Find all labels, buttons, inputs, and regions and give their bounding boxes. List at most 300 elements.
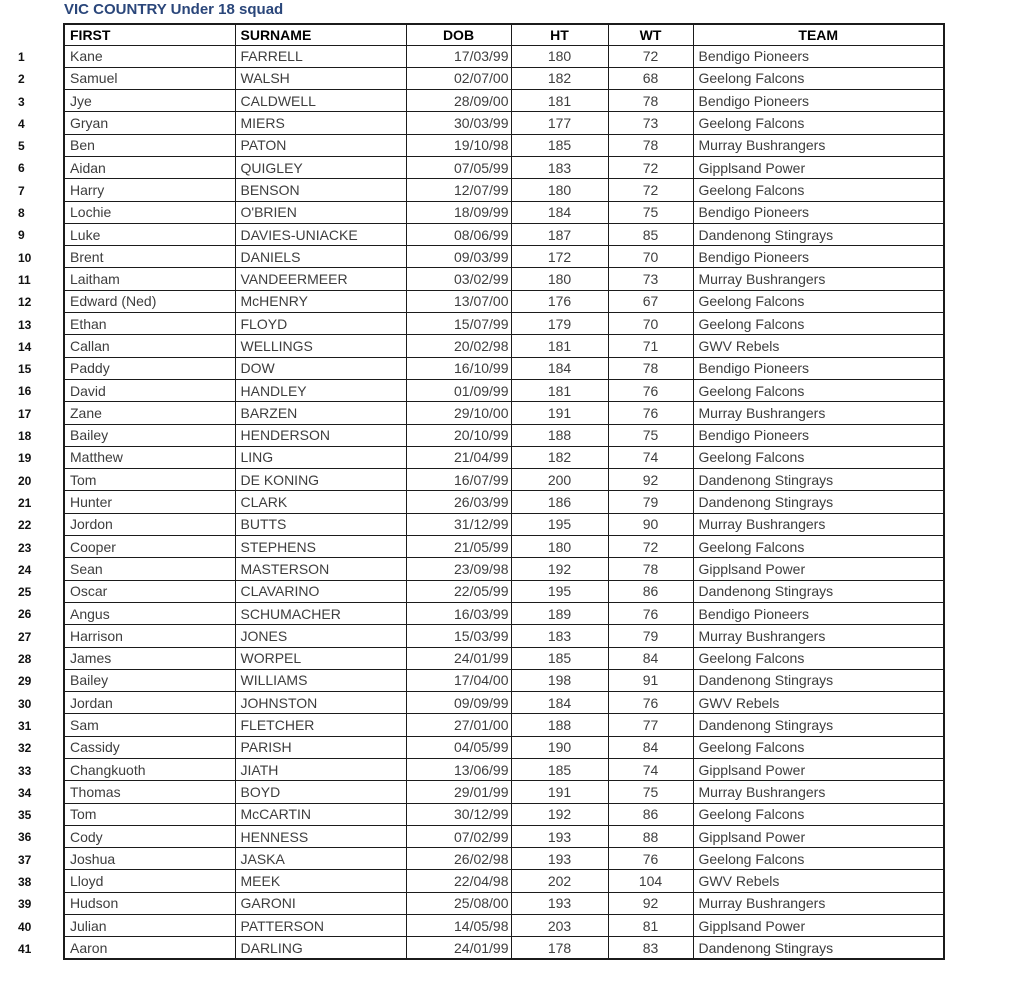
cell-team: Murray Bushrangers [693, 892, 944, 914]
table-row [64, 335, 944, 357]
cell-ht: 193 [511, 848, 608, 870]
table-row [64, 848, 944, 870]
cell-first: Cody [64, 825, 235, 847]
table-row [64, 90, 944, 112]
row-number: 35 [18, 808, 32, 823]
table-row [64, 602, 944, 624]
table-row [64, 357, 944, 379]
cell-team: GWV Rebels [693, 870, 944, 892]
cell-team: GWV Rebels [693, 692, 944, 714]
table-row [64, 558, 944, 580]
cell-first: Joshua [64, 848, 235, 870]
cell-dob: 24/01/99 [406, 937, 511, 959]
cell-wt: 75 [608, 201, 693, 223]
cell-first: Ethan [64, 313, 235, 335]
cell-wt: 84 [608, 736, 693, 758]
cell-surname: MASTERSON [235, 558, 406, 580]
cell-team: Gipplsand Power [693, 558, 944, 580]
row-number: 9 [18, 228, 25, 243]
cell-team: Bendigo Pioneers [693, 424, 944, 446]
cell-wt: 67 [608, 290, 693, 312]
cell-wt: 91 [608, 669, 693, 691]
cell-first: Edward (Ned) [64, 290, 235, 312]
cell-dob: 20/02/98 [406, 335, 511, 357]
cell-team: Geelong Falcons [693, 67, 944, 89]
cell-first: Thomas [64, 781, 235, 803]
cell-first: Kane [64, 45, 235, 67]
cell-surname: PARISH [235, 736, 406, 758]
cell-team: Gipplsand Power [693, 825, 944, 847]
cell-surname: GARONI [235, 892, 406, 914]
row-number: 4 [18, 116, 25, 131]
cell-ht: 185 [511, 759, 608, 781]
cell-ht: 181 [511, 379, 608, 401]
cell-ht: 184 [511, 357, 608, 379]
cell-surname: PATTERSON [235, 915, 406, 937]
cell-ht: 184 [511, 201, 608, 223]
cell-first: Hudson [64, 892, 235, 914]
table-row [64, 402, 944, 424]
cell-ht: 185 [511, 647, 608, 669]
cell-wt: 76 [608, 848, 693, 870]
cell-surname: McCARTIN [235, 803, 406, 825]
table-row [64, 223, 944, 245]
row-number: 13 [18, 317, 32, 332]
cell-dob: 26/03/99 [406, 491, 511, 513]
cell-wt: 71 [608, 335, 693, 357]
cell-surname: FARRELL [235, 45, 406, 67]
row-number: 16 [18, 384, 32, 399]
cell-ht: 182 [511, 446, 608, 468]
cell-team: Dandenong Stingrays [693, 714, 944, 736]
cell-first: Lochie [64, 201, 235, 223]
table-row [64, 513, 944, 535]
cell-wt: 72 [608, 156, 693, 178]
cell-first: Jordan [64, 692, 235, 714]
cell-surname: WORPEL [235, 647, 406, 669]
cell-wt: 75 [608, 781, 693, 803]
cell-wt: 76 [608, 602, 693, 624]
cell-wt: 78 [608, 357, 693, 379]
cell-team: Bendigo Pioneers [693, 90, 944, 112]
cell-surname: CLARK [235, 491, 406, 513]
row-number: 34 [18, 785, 32, 800]
row-number: 40 [18, 919, 32, 934]
cell-first: Tom [64, 803, 235, 825]
cell-surname: HENDERSON [235, 424, 406, 446]
cell-ht: 203 [511, 915, 608, 937]
cell-first: Paddy [64, 357, 235, 379]
cell-wt: 92 [608, 892, 693, 914]
cell-ht: 181 [511, 90, 608, 112]
cell-surname: JOHNSTON [235, 692, 406, 714]
cell-surname: FLETCHER [235, 714, 406, 736]
cell-dob: 21/05/99 [406, 536, 511, 558]
cell-surname: FLOYD [235, 313, 406, 335]
cell-ht: 202 [511, 870, 608, 892]
cell-wt: 70 [608, 246, 693, 268]
cell-team: Murray Bushrangers [693, 134, 944, 156]
table-row [64, 134, 944, 156]
table-row [64, 692, 944, 714]
cell-first: Matthew [64, 446, 235, 468]
cell-first: Lloyd [64, 870, 235, 892]
cell-first: Changkuoth [64, 759, 235, 781]
table-row [64, 469, 944, 491]
cell-wt: 90 [608, 513, 693, 535]
cell-ht: 172 [511, 246, 608, 268]
cell-ht: 183 [511, 156, 608, 178]
table-row [64, 647, 944, 669]
table-row [64, 246, 944, 268]
cell-wt: 88 [608, 825, 693, 847]
cell-ht: 198 [511, 669, 608, 691]
cell-team: Gipplsand Power [693, 915, 944, 937]
table-row [64, 937, 944, 959]
cell-surname: QUIGLEY [235, 156, 406, 178]
cell-surname: McHENRY [235, 290, 406, 312]
header-first: FIRST [64, 24, 235, 45]
cell-dob: 14/05/98 [406, 915, 511, 937]
cell-wt: 83 [608, 937, 693, 959]
cell-dob: 15/07/99 [406, 313, 511, 335]
cell-team: Murray Bushrangers [693, 268, 944, 290]
cell-ht: 184 [511, 692, 608, 714]
cell-surname: BOYD [235, 781, 406, 803]
cell-team: Bendigo Pioneers [693, 246, 944, 268]
cell-dob: 29/01/99 [406, 781, 511, 803]
cell-wt: 78 [608, 90, 693, 112]
cell-surname: DAVIES-UNIACKE [235, 223, 406, 245]
row-number: 19 [18, 451, 32, 466]
cell-first: James [64, 647, 235, 669]
table-row [64, 179, 944, 201]
cell-first: David [64, 379, 235, 401]
row-number: 21 [18, 495, 32, 510]
cell-ht: 193 [511, 892, 608, 914]
cell-dob: 30/12/99 [406, 803, 511, 825]
cell-team: Bendigo Pioneers [693, 357, 944, 379]
table-row [64, 825, 944, 847]
cell-surname: WELLINGS [235, 335, 406, 357]
cell-dob: 09/03/99 [406, 246, 511, 268]
row-number: 38 [18, 874, 32, 889]
cell-surname: WALSH [235, 67, 406, 89]
cell-ht: 191 [511, 402, 608, 424]
cell-dob: 24/01/99 [406, 647, 511, 669]
table-row [64, 669, 944, 691]
table-row [64, 870, 944, 892]
row-number: 41 [18, 941, 32, 956]
row-number: 3 [18, 94, 25, 109]
table-row [64, 536, 944, 558]
row-number: 25 [18, 585, 32, 600]
cell-wt: 79 [608, 491, 693, 513]
cell-team: Geelong Falcons [693, 848, 944, 870]
cell-ht: 185 [511, 134, 608, 156]
cell-team: Murray Bushrangers [693, 625, 944, 647]
cell-dob: 16/03/99 [406, 602, 511, 624]
cell-ht: 188 [511, 424, 608, 446]
table-row [64, 201, 944, 223]
header-team: TEAM [693, 24, 944, 45]
cell-ht: 181 [511, 335, 608, 357]
cell-dob: 13/06/99 [406, 759, 511, 781]
cell-surname: MIERS [235, 112, 406, 134]
row-number: 28 [18, 652, 32, 667]
cell-team: GWV Rebels [693, 335, 944, 357]
cell-team: Gipplsand Power [693, 156, 944, 178]
cell-dob: 23/09/98 [406, 558, 511, 580]
table-row [64, 736, 944, 758]
table-row [64, 379, 944, 401]
row-number: 32 [18, 741, 32, 756]
cell-wt: 75 [608, 424, 693, 446]
cell-team: Geelong Falcons [693, 290, 944, 312]
cell-first: Aidan [64, 156, 235, 178]
cell-surname: DANIELS [235, 246, 406, 268]
cell-team: Geelong Falcons [693, 803, 944, 825]
cell-wt: 73 [608, 268, 693, 290]
cell-first: Harrison [64, 625, 235, 647]
table-row [64, 424, 944, 446]
cell-ht: 190 [511, 736, 608, 758]
cell-ht: 193 [511, 825, 608, 847]
cell-dob: 26/02/98 [406, 848, 511, 870]
cell-first: Cooper [64, 536, 235, 558]
cell-first: Hunter [64, 491, 235, 513]
cell-first: Zane [64, 402, 235, 424]
table-row [64, 268, 944, 290]
cell-wt: 76 [608, 379, 693, 401]
cell-wt: 74 [608, 446, 693, 468]
cell-wt: 81 [608, 915, 693, 937]
table-row [64, 290, 944, 312]
table-body [64, 45, 944, 959]
cell-ht: 182 [511, 67, 608, 89]
cell-ht: 191 [511, 781, 608, 803]
row-number: 5 [18, 139, 25, 154]
cell-first: Callan [64, 335, 235, 357]
cell-dob: 25/08/00 [406, 892, 511, 914]
row-number: 26 [18, 607, 32, 622]
table-row [64, 446, 944, 468]
cell-first: Sam [64, 714, 235, 736]
cell-ht: 188 [511, 714, 608, 736]
cell-ht: 176 [511, 290, 608, 312]
row-number: 11 [18, 272, 31, 287]
cell-dob: 22/04/98 [406, 870, 511, 892]
header-dob: DOB [406, 24, 511, 45]
cell-first: Laitham [64, 268, 235, 290]
cell-wt: 72 [608, 45, 693, 67]
table-header [64, 24, 944, 45]
cell-wt: 72 [608, 179, 693, 201]
cell-wt: 76 [608, 402, 693, 424]
cell-dob: 04/05/99 [406, 736, 511, 758]
cell-surname: BENSON [235, 179, 406, 201]
row-number: 31 [18, 718, 32, 733]
cell-dob: 31/12/99 [406, 513, 511, 535]
cell-dob: 17/03/99 [406, 45, 511, 67]
cell-team: Dandenong Stingrays [693, 937, 944, 959]
table-row [64, 625, 944, 647]
cell-surname: CLAVARINO [235, 580, 406, 602]
table-row [64, 156, 944, 178]
row-number-gutter [18, 23, 63, 960]
cell-ht: 187 [511, 223, 608, 245]
cell-first: Oscar [64, 580, 235, 602]
table-row [64, 915, 944, 937]
table-row [64, 491, 944, 513]
table-row [64, 112, 944, 134]
table-row [64, 759, 944, 781]
header-wt: WT [608, 24, 693, 45]
cell-wt: 70 [608, 313, 693, 335]
row-number: 7 [18, 183, 25, 198]
cell-surname: O'BRIEN [235, 201, 406, 223]
cell-first: Gryan [64, 112, 235, 134]
cell-dob: 20/10/99 [406, 424, 511, 446]
cell-first: Tom [64, 469, 235, 491]
cell-first: Ben [64, 134, 235, 156]
table-layout [18, 23, 945, 960]
cell-team: Geelong Falcons [693, 112, 944, 134]
table-row [64, 803, 944, 825]
row-number: 12 [18, 295, 32, 310]
cell-dob: 18/09/99 [406, 201, 511, 223]
cell-wt: 104 [608, 870, 693, 892]
table-row [64, 892, 944, 914]
cell-wt: 86 [608, 580, 693, 602]
cell-team: Geelong Falcons [693, 647, 944, 669]
cell-first: Cassidy [64, 736, 235, 758]
cell-wt: 78 [608, 558, 693, 580]
cell-dob: 09/09/99 [406, 692, 511, 714]
cell-team: Dandenong Stingrays [693, 669, 944, 691]
cell-team: Dandenong Stingrays [693, 469, 944, 491]
row-number: 15 [18, 362, 32, 377]
cell-team: Geelong Falcons [693, 313, 944, 335]
cell-surname: JIATH [235, 759, 406, 781]
table-row [64, 781, 944, 803]
cell-ht: 189 [511, 602, 608, 624]
cell-surname: BARZEN [235, 402, 406, 424]
cell-ht: 180 [511, 179, 608, 201]
cell-ht: 192 [511, 558, 608, 580]
cell-dob: 07/05/99 [406, 156, 511, 178]
cell-first: Jordon [64, 513, 235, 535]
cell-first: Angus [64, 602, 235, 624]
row-number: 22 [18, 518, 32, 533]
cell-dob: 28/09/00 [406, 90, 511, 112]
cell-surname: DARLING [235, 937, 406, 959]
cell-team: Murray Bushrangers [693, 781, 944, 803]
cell-wt: 86 [608, 803, 693, 825]
row-number: 17 [18, 406, 32, 421]
cell-ht: 177 [511, 112, 608, 134]
cell-team: Dandenong Stingrays [693, 580, 944, 602]
cell-ht: 186 [511, 491, 608, 513]
cell-ht: 192 [511, 803, 608, 825]
cell-dob: 21/04/99 [406, 446, 511, 468]
cell-surname: BUTTS [235, 513, 406, 535]
cell-first: Julian [64, 915, 235, 937]
cell-ht: 179 [511, 313, 608, 335]
cell-surname: HENNESS [235, 825, 406, 847]
cell-wt: 77 [608, 714, 693, 736]
table-row [64, 580, 944, 602]
cell-dob: 16/07/99 [406, 469, 511, 491]
cell-team: Bendigo Pioneers [693, 45, 944, 67]
table-row [64, 714, 944, 736]
page-title: VIC COUNTRY Under 18 squad [64, 1, 284, 18]
row-number: 27 [18, 629, 32, 644]
cell-ht: 180 [511, 536, 608, 558]
row-number: 29 [18, 674, 32, 689]
cell-wt: 78 [608, 134, 693, 156]
cell-team: Geelong Falcons [693, 736, 944, 758]
cell-dob: 08/06/99 [406, 223, 511, 245]
cell-surname: WILLIAMS [235, 669, 406, 691]
cell-first: Samuel [64, 67, 235, 89]
cell-team: Geelong Falcons [693, 536, 944, 558]
table-row [64, 313, 944, 335]
cell-wt: 92 [608, 469, 693, 491]
squad-table [63, 23, 945, 960]
cell-wt: 79 [608, 625, 693, 647]
cell-first: Jye [64, 90, 235, 112]
cell-ht: 180 [511, 268, 608, 290]
header-ht: HT [511, 24, 608, 45]
header-row [64, 24, 944, 45]
cell-team: Geelong Falcons [693, 379, 944, 401]
cell-wt: 72 [608, 536, 693, 558]
cell-team: Murray Bushrangers [693, 402, 944, 424]
row-number: 24 [18, 562, 32, 577]
cell-ht: 178 [511, 937, 608, 959]
cell-dob: 15/03/99 [406, 625, 511, 647]
cell-surname: LING [235, 446, 406, 468]
row-number: 39 [18, 897, 32, 912]
cell-dob: 12/07/99 [406, 179, 511, 201]
row-number: 14 [18, 339, 32, 354]
cell-surname: JASKA [235, 848, 406, 870]
cell-first: Sean [64, 558, 235, 580]
cell-first: Brent [64, 246, 235, 268]
cell-surname: PATON [235, 134, 406, 156]
cell-team: Dandenong Stingrays [693, 223, 944, 245]
row-number: 20 [18, 473, 32, 488]
cell-dob: 30/03/99 [406, 112, 511, 134]
cell-first: Harry [64, 179, 235, 201]
row-number: 10 [18, 250, 32, 265]
cell-surname: DE KONING [235, 469, 406, 491]
cell-wt: 73 [608, 112, 693, 134]
cell-wt: 68 [608, 67, 693, 89]
row-number: 37 [18, 852, 32, 867]
cell-dob: 22/05/99 [406, 580, 511, 602]
row-number: 6 [18, 161, 25, 176]
cell-ht: 183 [511, 625, 608, 647]
row-number: 36 [18, 830, 32, 845]
cell-ht: 180 [511, 45, 608, 67]
cell-dob: 16/10/99 [406, 357, 511, 379]
cell-wt: 74 [608, 759, 693, 781]
cell-team: Gipplsand Power [693, 759, 944, 781]
cell-team: Bendigo Pioneers [693, 602, 944, 624]
cell-dob: 17/04/00 [406, 669, 511, 691]
